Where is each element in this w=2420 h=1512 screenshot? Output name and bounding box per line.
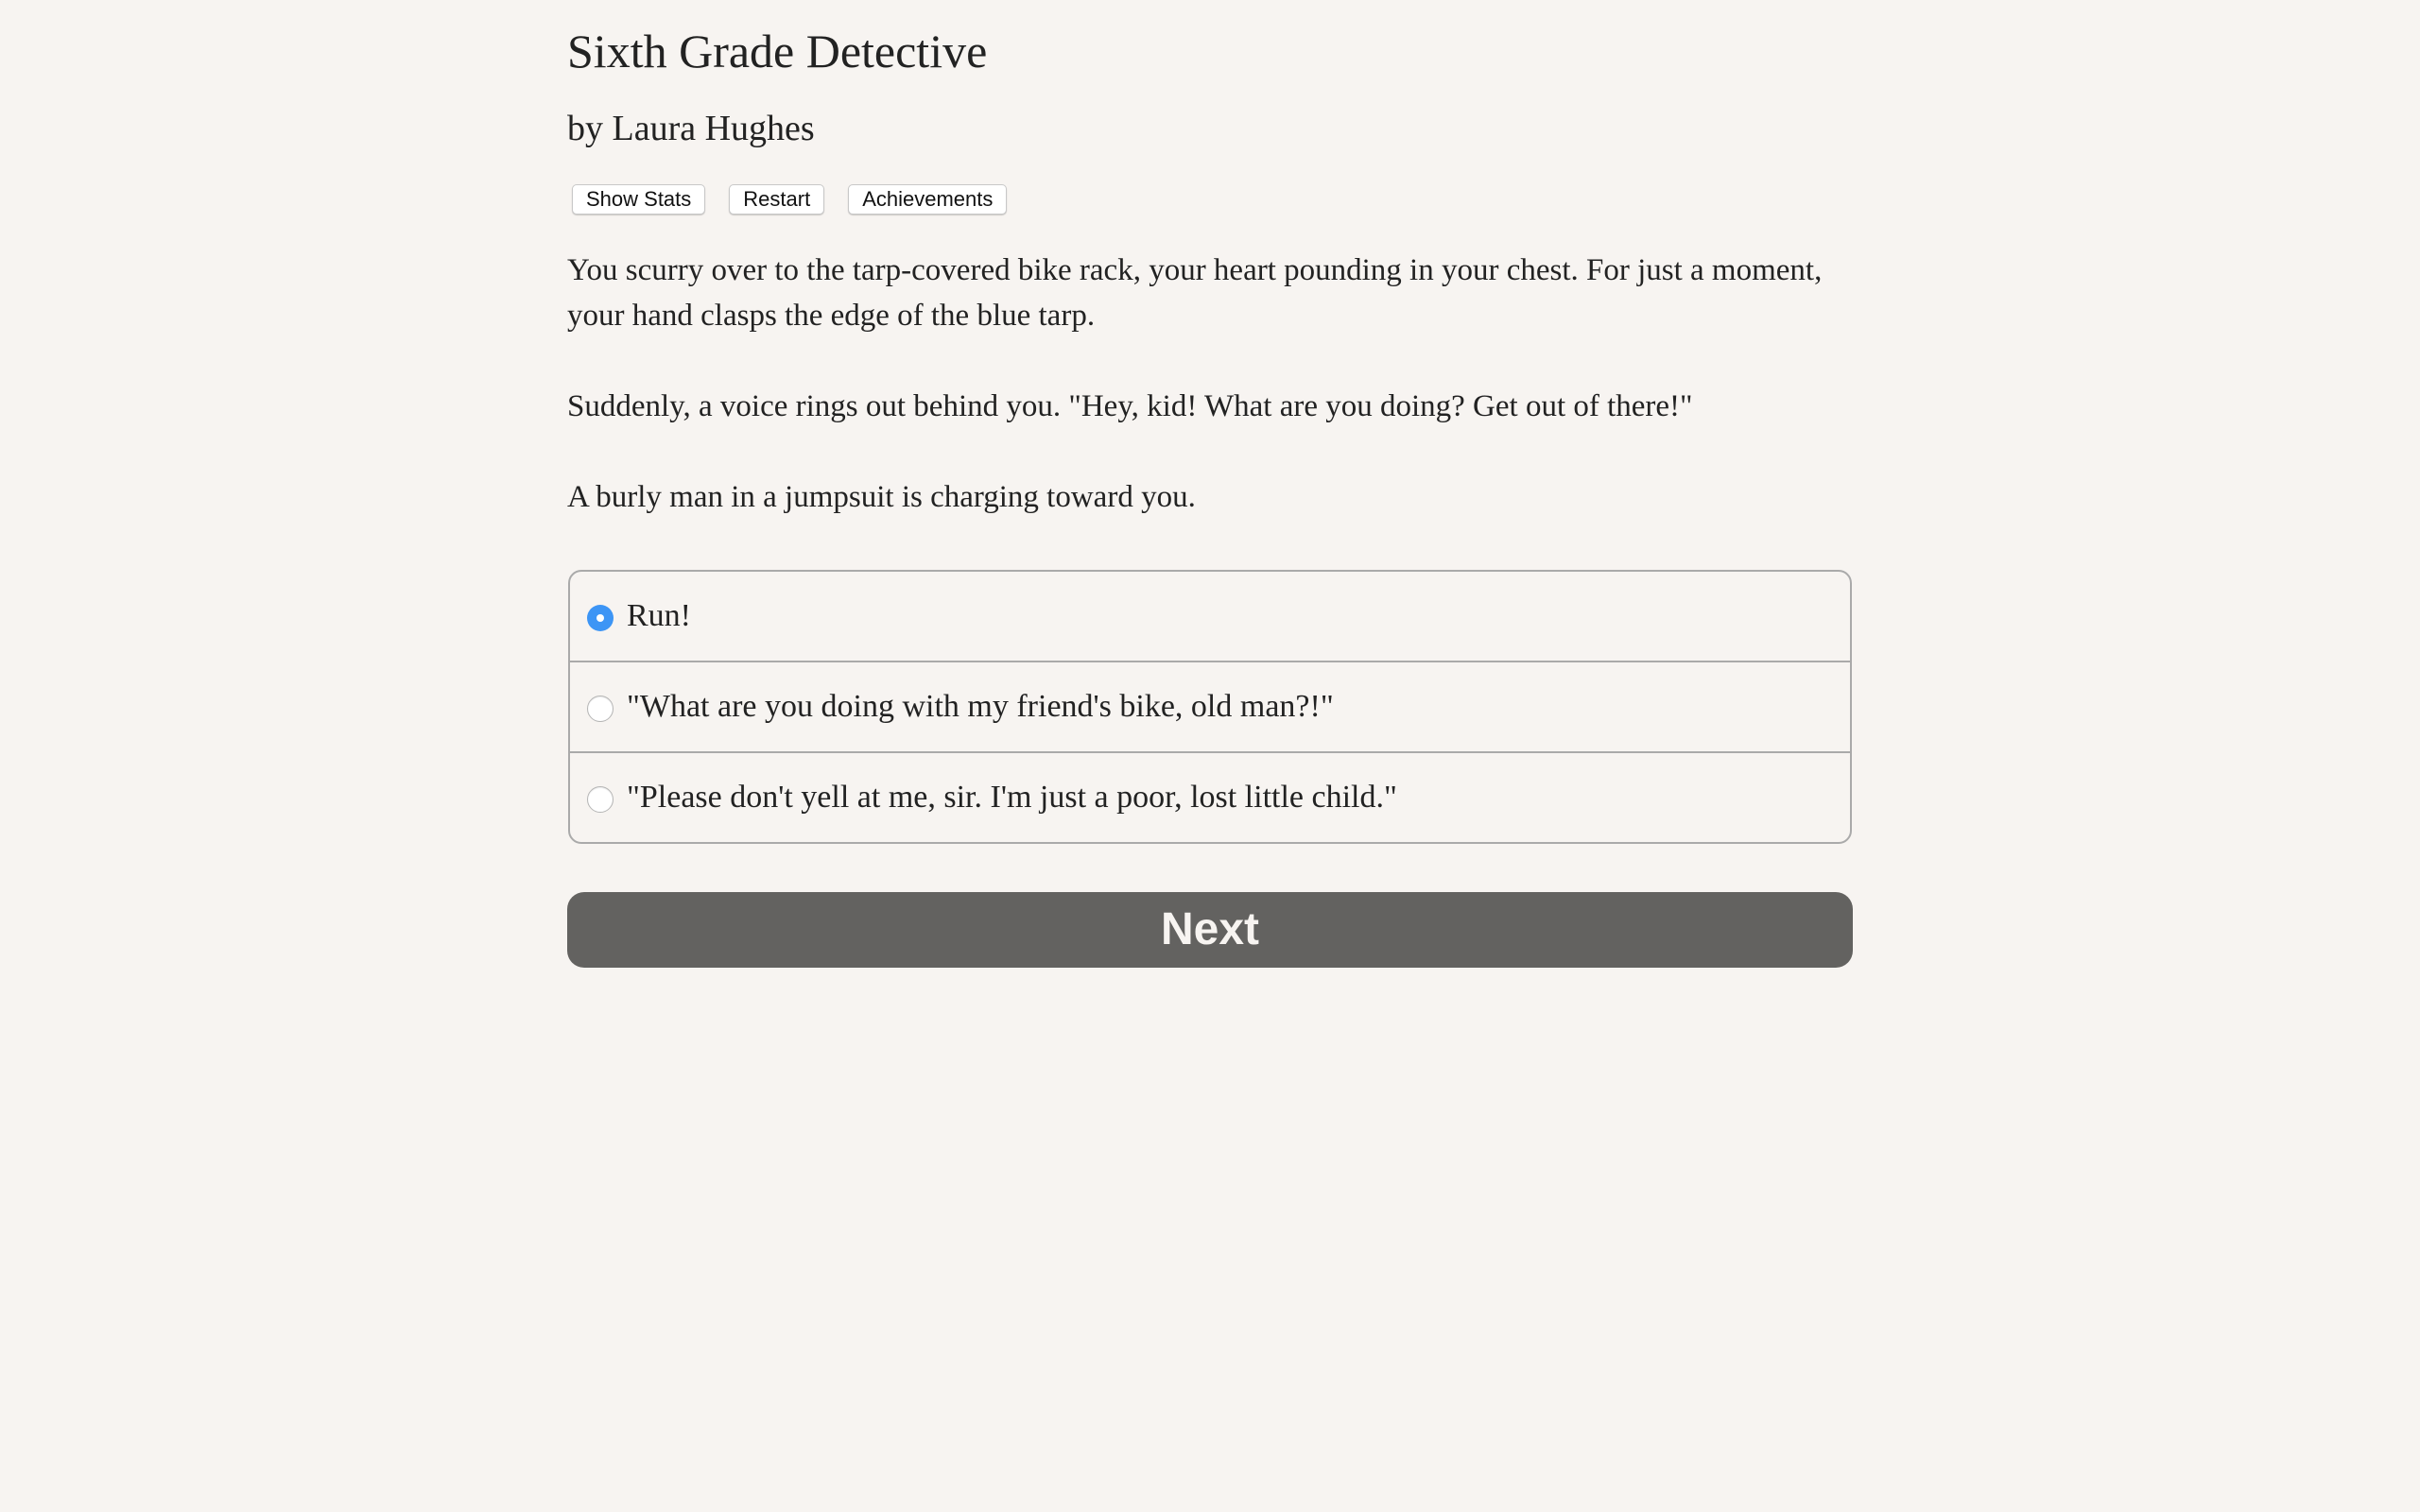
radio-unselected-icon[interactable] bbox=[587, 786, 614, 813]
choice-option-run[interactable] bbox=[570, 572, 1850, 661]
game-title: Sixth Grade Detective bbox=[567, 25, 988, 77]
game-author: by Laura Hughes bbox=[567, 109, 815, 148]
choice-list bbox=[568, 570, 1852, 844]
show-stats-button[interactable]: Show Stats bbox=[572, 184, 705, 215]
choice-label: "Please don't yell at me, sir. I'm just a poor, lost little child." bbox=[627, 780, 1397, 815]
choice-option-plead[interactable] bbox=[570, 751, 1850, 842]
choice-label: "What are you doing with my friend's bike, old man?!" bbox=[627, 689, 1334, 724]
achievements-button[interactable]: Achievements bbox=[848, 184, 1007, 215]
story-text bbox=[567, 248, 1853, 565]
restart-button[interactable]: Restart bbox=[729, 184, 824, 215]
story-paragraph: You scurry over to the tarp-covered bike rack, your heart pounding in your chest. For just a moment, your hand clasps the edge of the blue tarp. bbox=[567, 253, 1823, 333]
choice-option-confront[interactable] bbox=[570, 661, 1850, 751]
choice-label: Run! bbox=[627, 598, 691, 633]
toolbar bbox=[572, 184, 1007, 215]
story-paragraph: Suddenly, a voice rings out behind you. "Hey, kid! What are you doing? Get out of there!" bbox=[567, 389, 1693, 423]
radio-unselected-icon[interactable] bbox=[587, 696, 614, 722]
story-paragraph: A burly man in a jumpsuit is charging toward you. bbox=[567, 480, 1196, 514]
radio-selected-icon[interactable] bbox=[587, 605, 614, 631]
next-button[interactable]: Next bbox=[567, 892, 1853, 968]
